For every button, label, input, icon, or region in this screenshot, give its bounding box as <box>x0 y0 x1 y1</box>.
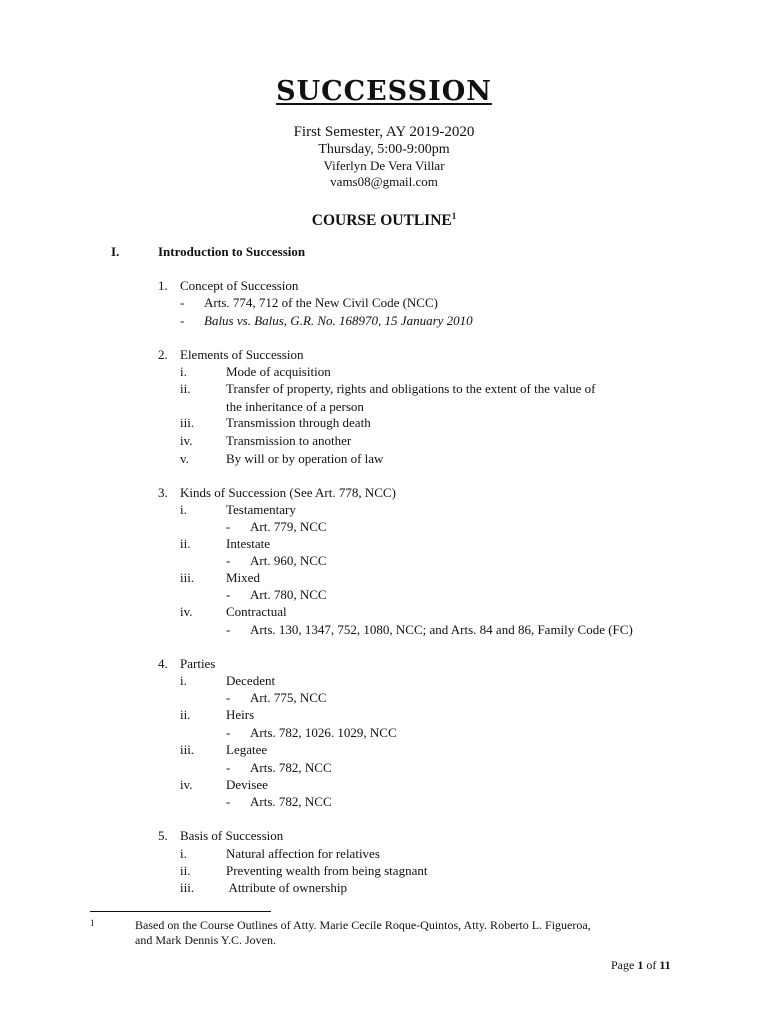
element-text: By will or by operation of law <box>226 451 384 466</box>
sub-numeral: iii. <box>180 742 195 757</box>
author-email: vams08@gmail.com <box>330 174 438 189</box>
footnote-separator <box>90 911 271 912</box>
sub-numeral: i. <box>180 502 187 517</box>
sub-numeral: iii. <box>180 880 195 895</box>
item-parties-label: Parties <box>180 656 216 671</box>
document-title: SUCCESSION <box>276 76 492 107</box>
section-numeral: I. <box>111 244 120 259</box>
party-reference: Arts. 782, 1026. 1029, NCC <box>250 725 397 740</box>
element-text: Transfer of property, rights and obligations to the extent of the value of <box>226 381 596 396</box>
kind-text: Mixed <box>226 570 260 585</box>
element-text-continued: the inheritance of a person <box>226 399 364 414</box>
kind-reference: Art. 779, NCC <box>250 519 327 534</box>
kind-text: Intestate <box>226 536 271 551</box>
sub-numeral: iv. <box>180 777 193 792</box>
party-text: Decedent <box>226 673 276 688</box>
element-text: Mode of acquisition <box>226 364 331 379</box>
footnote-text-line-1: Based on the Course Outlines of Atty. Marie Cecile Roque-Quintos, Atty. Roberto L. Figueroa, <box>135 918 591 932</box>
item-number: 4. <box>158 656 168 671</box>
concept-reference: Arts. 774, 712 of the New Civil Code (NCC) <box>204 295 438 310</box>
sub-numeral: i. <box>180 846 187 861</box>
concept-case: Balus vs. Balus, G.R. No. 168970, 15 January 2010 <box>204 313 473 328</box>
sub-numeral: iv. <box>180 433 193 448</box>
kind-reference: Arts. 130, 1347, 752, 1080, NCC; and Arts. 84 and 86, Family Code (FC) <box>250 622 633 637</box>
element-text: Transmission through death <box>226 415 371 430</box>
dash: - <box>226 622 231 637</box>
page-label: Page <box>611 958 638 972</box>
item-number: 5. <box>158 828 168 843</box>
party-text: Devisee <box>226 777 268 792</box>
sub-numeral: iii. <box>180 570 195 585</box>
kind-text: Testamentary <box>226 502 296 517</box>
footnote-mark: 1 <box>90 918 95 928</box>
footnote-text-line-2: and Mark Dennis Y.C. Joven. <box>135 933 276 947</box>
dash: - <box>226 587 231 602</box>
item-number: 2. <box>158 347 168 362</box>
author-name: Viferlyn De Vera Villar <box>323 158 445 173</box>
basis-text: Attribute of ownership <box>226 880 347 895</box>
dash: - <box>226 519 231 534</box>
dash: - <box>226 690 231 705</box>
party-text: Legatee <box>226 742 268 757</box>
sub-numeral: ii. <box>180 381 191 396</box>
schedule-line: Thursday, 5:00-9:00pm <box>318 142 450 157</box>
party-text: Heirs <box>226 707 255 722</box>
item-concept-label: Concept of Succession <box>180 278 299 293</box>
item-kinds-label: Kinds of Succession (See Art. 778, NCC) <box>180 485 396 500</box>
item-elements-label: Elements of Succession <box>180 347 304 362</box>
sub-numeral: ii. <box>180 863 191 878</box>
sub-numeral: i. <box>180 364 187 379</box>
sub-numeral: v. <box>180 451 189 466</box>
basis-text: Natural affection for relatives <box>226 846 380 861</box>
footnote-ref: 1 <box>451 210 457 221</box>
basis-text: Preventing wealth from being stagnant <box>226 863 428 878</box>
sub-numeral: i. <box>180 673 187 688</box>
page-total: 11 <box>659 958 671 972</box>
section-title: Introduction to Succession <box>158 244 306 259</box>
course-outline-title: COURSE OUTLINE <box>311 212 452 229</box>
sub-numeral: ii. <box>180 707 191 722</box>
item-number: 1. <box>158 278 168 293</box>
kind-reference: Art. 780, NCC <box>250 587 327 602</box>
page-of: of <box>643 958 660 972</box>
dash: - <box>226 553 231 568</box>
element-text: Transmission to another <box>226 433 352 448</box>
sub-numeral: iii. <box>180 415 195 430</box>
page-number <box>611 958 671 973</box>
dash: - <box>180 313 185 328</box>
party-reference: Art. 775, NCC <box>250 690 327 705</box>
dash: - <box>226 794 231 809</box>
sub-numeral: iv. <box>180 604 193 619</box>
sub-numeral: ii. <box>180 536 191 551</box>
party-reference: Arts. 782, NCC <box>250 794 332 809</box>
page-current: 1 <box>637 958 644 972</box>
dash: - <box>226 760 231 775</box>
course-outline-heading <box>0 212 768 230</box>
kind-text: Contractual <box>226 604 287 619</box>
dash: - <box>226 725 231 740</box>
party-reference: Arts. 782, NCC <box>250 760 332 775</box>
item-basis-label: Basis of Succession <box>180 828 284 843</box>
kind-reference: Art. 960, NCC <box>250 553 327 568</box>
item-number: 3. <box>158 485 168 500</box>
semester-line: First Semester, AY 2019-2020 <box>293 124 475 140</box>
dash: - <box>180 295 185 310</box>
